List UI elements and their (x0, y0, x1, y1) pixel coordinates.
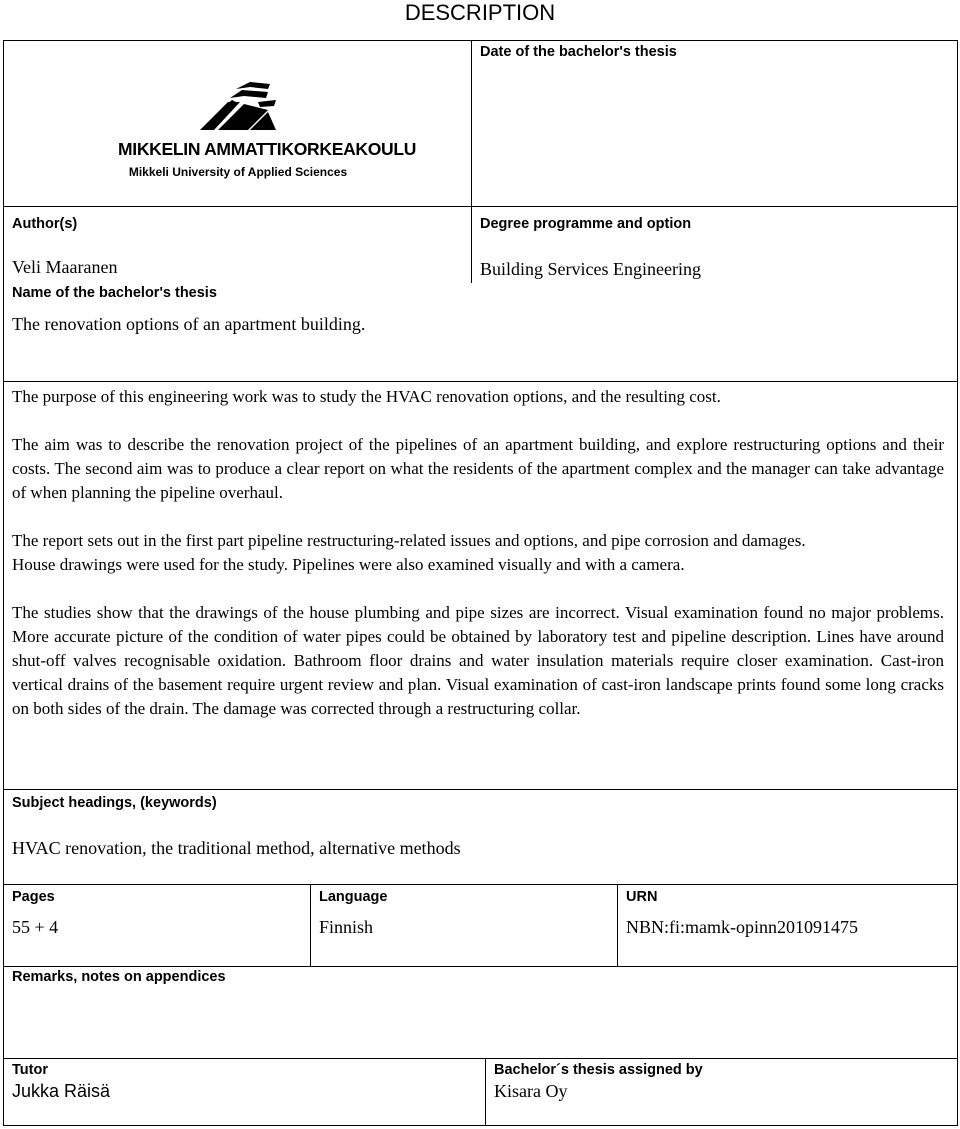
divider (310, 884, 311, 966)
abstract (12, 385, 944, 721)
tutor-label: Tutor (12, 1062, 48, 1078)
remarks-label: Remarks, notes on appendices (12, 969, 226, 985)
abstract-paragraph: The aim was to describe the renovation project of the pipelines of an apartment building, and explore restructuring options and their costs. The second aim was to produce a clear report on what the residents of the apartment complex and the manager can take advantage of when planning the pipeline overhaul. (12, 435, 944, 502)
language-value: Finnish (319, 917, 374, 937)
abstract-paragraph: The studies show that the drawings of the house plumbing and pipe sizes are incorrect. Visual examination found no major problems. More accurate picture of the condition of water pipes could be obtained by laboratory test and pipeline description. Lines have around shut-off valves recognisable oxidation. Bathroom floor drains and water insulation materials require closer examination. Cast-iron vertical drains of the basement require urgent review and plan. Visual examination of cast-iron landscape prints found some long cracks on both sides of the drain. The damage was corrected through a restructuring collar. (12, 603, 944, 718)
keywords-label: Subject headings, (keywords) (12, 795, 217, 811)
logo-emblem-icon (118, 78, 358, 138)
divider (3, 1058, 958, 1059)
divider (3, 884, 958, 885)
urn-label: URN (626, 889, 658, 905)
divider (3, 966, 958, 967)
assigned-by-label: Bachelor´s thesis assigned by (494, 1062, 703, 1078)
divider (3, 381, 958, 382)
author-label: Author(s) (12, 216, 78, 232)
divider (485, 1058, 486, 1126)
thesis-name-label: Name of the bachelor's thesis (12, 285, 217, 301)
abstract-paragraph: The report sets out in the first part pipeline restructuring-related issues and options, and pipe corrosion and damages. House drawings were used for the study. Pipelines were also examined visually and with a camera. (12, 531, 806, 574)
school-name: MIKKELIN AMMATTIKORKEAKOULU (118, 139, 417, 159)
tutor-value: Jukka Räisä (12, 1081, 111, 1101)
assigned-by-value: Kisara Oy (494, 1081, 568, 1101)
divider (617, 884, 618, 966)
pages-value: 55 + 4 (12, 917, 59, 937)
divider (471, 40, 472, 283)
abstract-paragraph: The purpose of this engineering work was to study the HVAC renovation options, and the resulting cost. (12, 387, 721, 406)
divider (3, 789, 958, 790)
author-value: Veli Maaranen (12, 257, 118, 277)
school-logo (118, 78, 417, 186)
school-subtitle: Mikkeli University of Applied Sciences (128, 165, 348, 179)
keywords-value: HVAC renovation, the traditional method, alternative methods (12, 838, 461, 858)
urn-value: NBN:fi:mamk-opinn201091475 (626, 917, 858, 937)
date-label: Date of the bachelor's thesis (480, 44, 677, 60)
degree-label: Degree programme and option (480, 216, 692, 232)
divider (3, 206, 958, 207)
language-label: Language (319, 889, 388, 905)
degree-value: Building Services Engineering (480, 259, 701, 279)
thesis-name-value: The renovation options of an apartment building. (12, 314, 366, 334)
page-title: DESCRIPTION (404, 0, 556, 25)
pages-label: Pages (12, 889, 55, 905)
